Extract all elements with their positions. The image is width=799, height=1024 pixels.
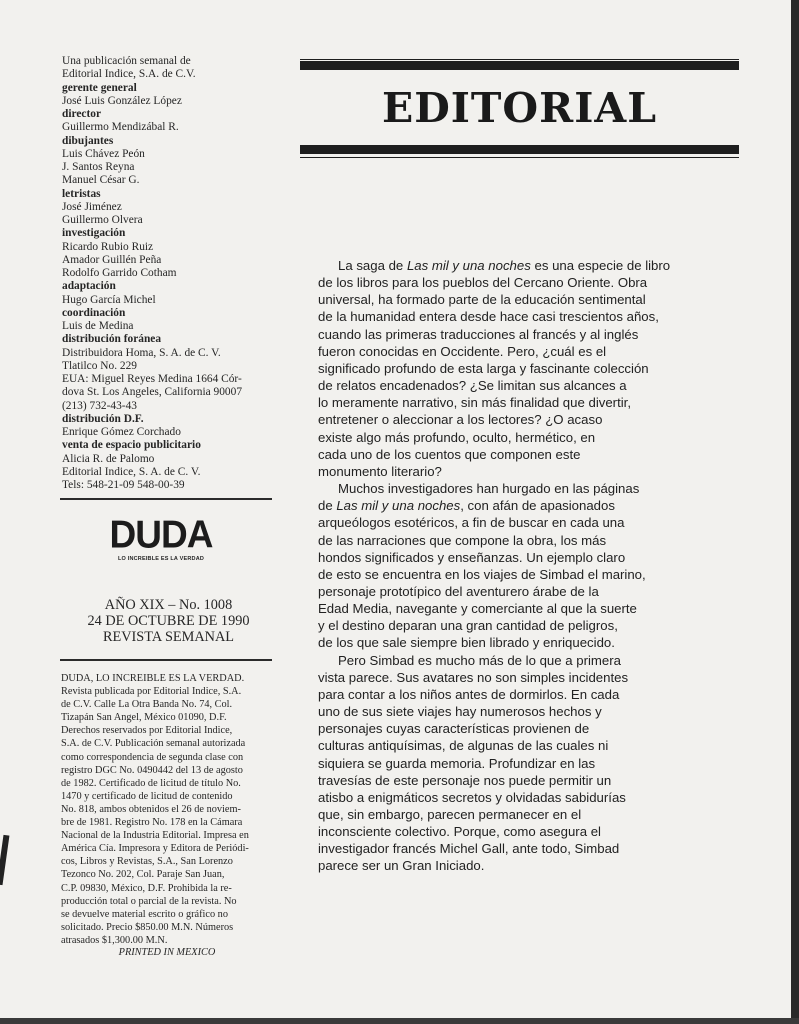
article-text: cada uno de los cuentos que componen este — [318, 446, 581, 462]
article-line — [318, 308, 683, 325]
page-left-tear-mark — [0, 835, 9, 885]
article-text: de esto se encuentra en los viajes de Simbad el marino, — [318, 566, 646, 582]
article-line — [318, 789, 683, 806]
article-line — [318, 274, 683, 291]
article-line — [318, 549, 683, 566]
article-text: existe algo más profundo, oculto, hermético, en — [318, 429, 596, 445]
credit-name: dova St. Los Angeles, California 90007 — [62, 386, 243, 399]
credit-name: Guillermo Mendizábal R. — [62, 121, 179, 134]
book-title-italic: Las mil y una noches — [406, 258, 531, 273]
article-line — [318, 652, 683, 669]
article-line — [318, 634, 683, 651]
page-title: EDITORIAL — [381, 84, 658, 132]
legal-line: No. 818, ambos obtenidos el 26 de noviem- — [61, 803, 241, 815]
article-text: entretener o aleccionar a los lectores? ¿O acaso — [318, 412, 603, 428]
editorial-body — [318, 257, 683, 875]
credit-name: Tels: 548-21-09 548-00-39 — [62, 479, 185, 491]
article-text: culturas antiquísimas, de algunas de las cuales ni — [318, 738, 609, 754]
credit-role: investigación — [62, 227, 126, 240]
legal-line: S.A. de C.V. Publicación semanal autorizada — [61, 738, 246, 750]
article-text: de los que sale siempre bien librado y enriquecido. — [318, 635, 615, 651]
article-text: personaje prototípico del aventurero árabe de la — [318, 583, 599, 599]
article-text: universal, ha formado parte de la educación sentimental — [318, 292, 646, 308]
article-line — [318, 343, 683, 360]
legal-line: bre de 1981. Registro No. 178 en la Cámara — [61, 817, 243, 829]
credit-role: letristas — [62, 187, 101, 200]
credit-name: EUA: Miguel Reyes Medina 1664 Cór- — [62, 373, 242, 385]
page-edge-shadow — [791, 0, 799, 1024]
legal-line: Tezonco No. 202, Col. Paraje San Juan, — [61, 869, 225, 881]
credit-role: coordinación — [62, 306, 126, 319]
article-text: Pero Simbad es mucho más de lo que a primera — [338, 652, 621, 668]
credit-name: José Luis González López — [62, 94, 182, 107]
masthead-credits — [62, 55, 282, 492]
article-line — [318, 377, 683, 394]
credit-name: Enrique Gómez Corchado — [62, 426, 181, 438]
credit-name: J. Santos Reyna — [62, 161, 135, 173]
legal-line: solicitado. Precio $850.00 M.N. Números — [61, 921, 234, 933]
article-line — [318, 720, 683, 737]
duda-logo — [107, 512, 215, 562]
credit-name: Guillermo Olvera — [62, 214, 143, 226]
article-text: travesías de este personaje nos puede permitir un — [318, 772, 612, 788]
legal-line: Tizapán San Angel, México 01090, D.F. — [61, 712, 227, 724]
article-text: hondos significados y enseñanzas. Un ejemplo claro — [318, 549, 626, 565]
article-text: es una especie de libro — [530, 258, 671, 273]
legal-line: de C.V. Calle La Otra Banda No. 74, Col. — [61, 699, 233, 711]
article-text: de las narraciones que compone la obra, los más — [318, 532, 607, 548]
article-line — [318, 257, 683, 274]
legal-line: atrasados $1,300.00 M.N. — [61, 934, 168, 946]
article-text: , con afán de apasionados — [460, 498, 615, 514]
credit-name: Luis Chávez Peón — [62, 147, 145, 160]
article-line — [318, 669, 683, 686]
credit-name: Distribuidora Homa, S. A. de C. V. — [62, 346, 221, 359]
issue-info — [66, 597, 271, 645]
article-line — [318, 291, 683, 308]
article-line — [318, 840, 683, 857]
credit-name: Hugo García Michel — [62, 293, 156, 306]
divider-rule — [60, 659, 272, 661]
credit-role: venta de espacio publicitario — [62, 439, 201, 452]
article-line — [318, 497, 683, 514]
printed-in: PRINTED IN MEXICO — [118, 947, 216, 958]
article-text: parece ser un Gran Iniciado. — [318, 858, 485, 874]
article-line — [318, 600, 683, 617]
article-line — [318, 411, 683, 428]
article-line — [318, 703, 683, 720]
article-text: uno de sus siete viajes hay numerosos hechos y — [318, 704, 602, 720]
article-line — [318, 686, 683, 703]
article-line — [318, 514, 683, 531]
article-line — [318, 446, 683, 463]
credit-role: distribución foránea — [62, 333, 162, 346]
article-text: de relatos encadenados? ¿Se limitan sus alcances a — [318, 378, 627, 394]
legal-notice — [61, 672, 273, 947]
credit-name: Rodolfo Garrido Cotham — [62, 267, 177, 279]
logo-wordmark: DUDA — [109, 512, 213, 556]
logo-tagline: LO INCREIBLE ES LA VERDAD — [117, 556, 205, 562]
credit-name: Amador Guillén Peña — [62, 253, 162, 266]
article-line — [318, 429, 683, 446]
article-text: siquiera se guarda memoria. Profundizar en las — [318, 755, 596, 771]
article-line — [318, 806, 683, 823]
credit-role: adaptación — [62, 280, 116, 293]
credit-role: dibujantes — [62, 134, 114, 147]
legal-line: Revista publicada por Editorial Indice, S.A. — [61, 686, 242, 698]
article-line — [318, 463, 683, 480]
article-text: fueron conocidas en Occidente. Pero, ¿cuál es el — [318, 343, 607, 359]
article-line — [318, 326, 683, 343]
article-text: La saga de — [338, 258, 407, 273]
legal-line: C.P. 09830, México, D.F. Prohibida la re- — [61, 882, 232, 894]
article-text: para contar a los niños antes de dormirlos. En cada — [318, 686, 620, 702]
header-bar-top — [300, 61, 739, 70]
legal-line: cos, Libros y Revistas, S.A., San Lorenzo — [61, 856, 233, 868]
article-text: vista parece. Sus avatares no son simples incidentes — [318, 669, 629, 685]
legal-line: como correspondencia de segunda clase con — [61, 751, 244, 763]
credit-name: Alicia R. de Palomo — [62, 452, 155, 465]
legal-line: registro DGC No. 0490442 del 13 de agosto — [61, 764, 243, 776]
article-line — [318, 480, 683, 497]
article-text: de la humanidad entera desde hace casi trescientos años, — [318, 309, 659, 325]
book-title-italic: Las mil y una noches — [336, 498, 461, 514]
article-text: y el destino deparan una gran cantidad de peligros, — [318, 618, 618, 634]
credit-role: distribución D.F. — [62, 412, 144, 425]
credit-name: (213) 732-43-43 — [62, 399, 137, 412]
legal-line: Derechos reservados por Editorial Indice, — [61, 725, 233, 737]
article-text: inconsciente colectivo. Porque, como asegura el — [318, 824, 601, 840]
issue-date: 24 DE OCTUBRE DE 1990 — [87, 613, 250, 629]
credit-name: Editorial Indice, S.A. de C.V. — [62, 68, 196, 81]
credit-role: gerente general — [62, 81, 137, 94]
legal-line: de 1982. Certificado de licitud de título No. — [61, 777, 241, 789]
credit-name: José Jiménez — [62, 200, 122, 213]
article-line — [318, 857, 683, 874]
header-rule-bottom — [300, 157, 739, 158]
legal-line: se devuelve material escrito o gráfico no — [61, 908, 228, 920]
credit-name: Tlatilco No. 229 — [62, 359, 137, 372]
article-text: de los libros para los pueblos del Cercano Oriente. Obra — [318, 275, 648, 291]
article-line — [318, 772, 683, 789]
article-text: significado profundo de esta larga y fascinante colección — [318, 360, 649, 376]
article-text: cuando las primeras traducciones al francés y al inglés — [318, 326, 639, 342]
page-bottom-edge — [0, 1018, 799, 1024]
article-text: Edad Media, navegante y comerciante al que la suerte — [318, 601, 637, 617]
credit-name: Una publicación semanal de — [62, 55, 191, 67]
credit-name: Ricardo Rubio Ruiz — [62, 240, 154, 253]
header-rule-top — [300, 59, 739, 60]
article-text: investigador francés Michel Gall, ante todo, Simbad — [318, 841, 620, 857]
article-line — [318, 737, 683, 754]
credit-role: director — [62, 108, 102, 120]
credit-name: Luis de Medina — [62, 320, 134, 332]
article-text: Muchos investigadores han hurgado en las páginas — [338, 481, 640, 497]
article-line — [318, 394, 683, 411]
article-text: atisbo a enigmáticos secretos y olvidadas sabidurías — [318, 789, 626, 805]
article-text: lo meramente narrativo, sin más finalidad que divertir, — [318, 395, 631, 411]
article-line — [318, 532, 683, 549]
article-line — [318, 360, 683, 377]
credit-name: Manuel César G. — [62, 174, 140, 187]
article-text: arqueólogos esotéricos, a fin de buscar en cada una — [318, 515, 625, 531]
article-line — [318, 823, 683, 840]
legal-line: 1470 y certificado de licitud de contenido — [61, 790, 233, 802]
article-line — [318, 566, 683, 583]
header-bar-bottom — [300, 145, 739, 154]
divider-rule — [60, 498, 272, 500]
legal-line: producción total o parcial de la revista. No — [61, 895, 237, 907]
legal-line: DUDA, LO INCREIBLE ES LA VERDAD. — [61, 673, 245, 684]
credit-name: Editorial Indice, S. A. de C. V. — [62, 465, 201, 478]
article-text: de — [318, 498, 337, 514]
article-text: monumento literario? — [318, 463, 442, 479]
article-line — [318, 583, 683, 600]
article-line — [318, 755, 683, 772]
article-text: personajes cuyas características provienen de — [318, 721, 590, 737]
legal-line: Nacional de la Industria Editorial. Impresa en — [61, 830, 249, 842]
legal-line: América Cía. Impresora y Editora de Periódi- — [61, 843, 249, 855]
article-text: que, sin embargo, parecen permanecer en el — [318, 807, 582, 822]
article-line — [318, 617, 683, 634]
issue-frequency: REVISTA SEMANAL — [102, 629, 235, 645]
issue-number: AÑO XIX – No. 1008 — [104, 597, 233, 613]
